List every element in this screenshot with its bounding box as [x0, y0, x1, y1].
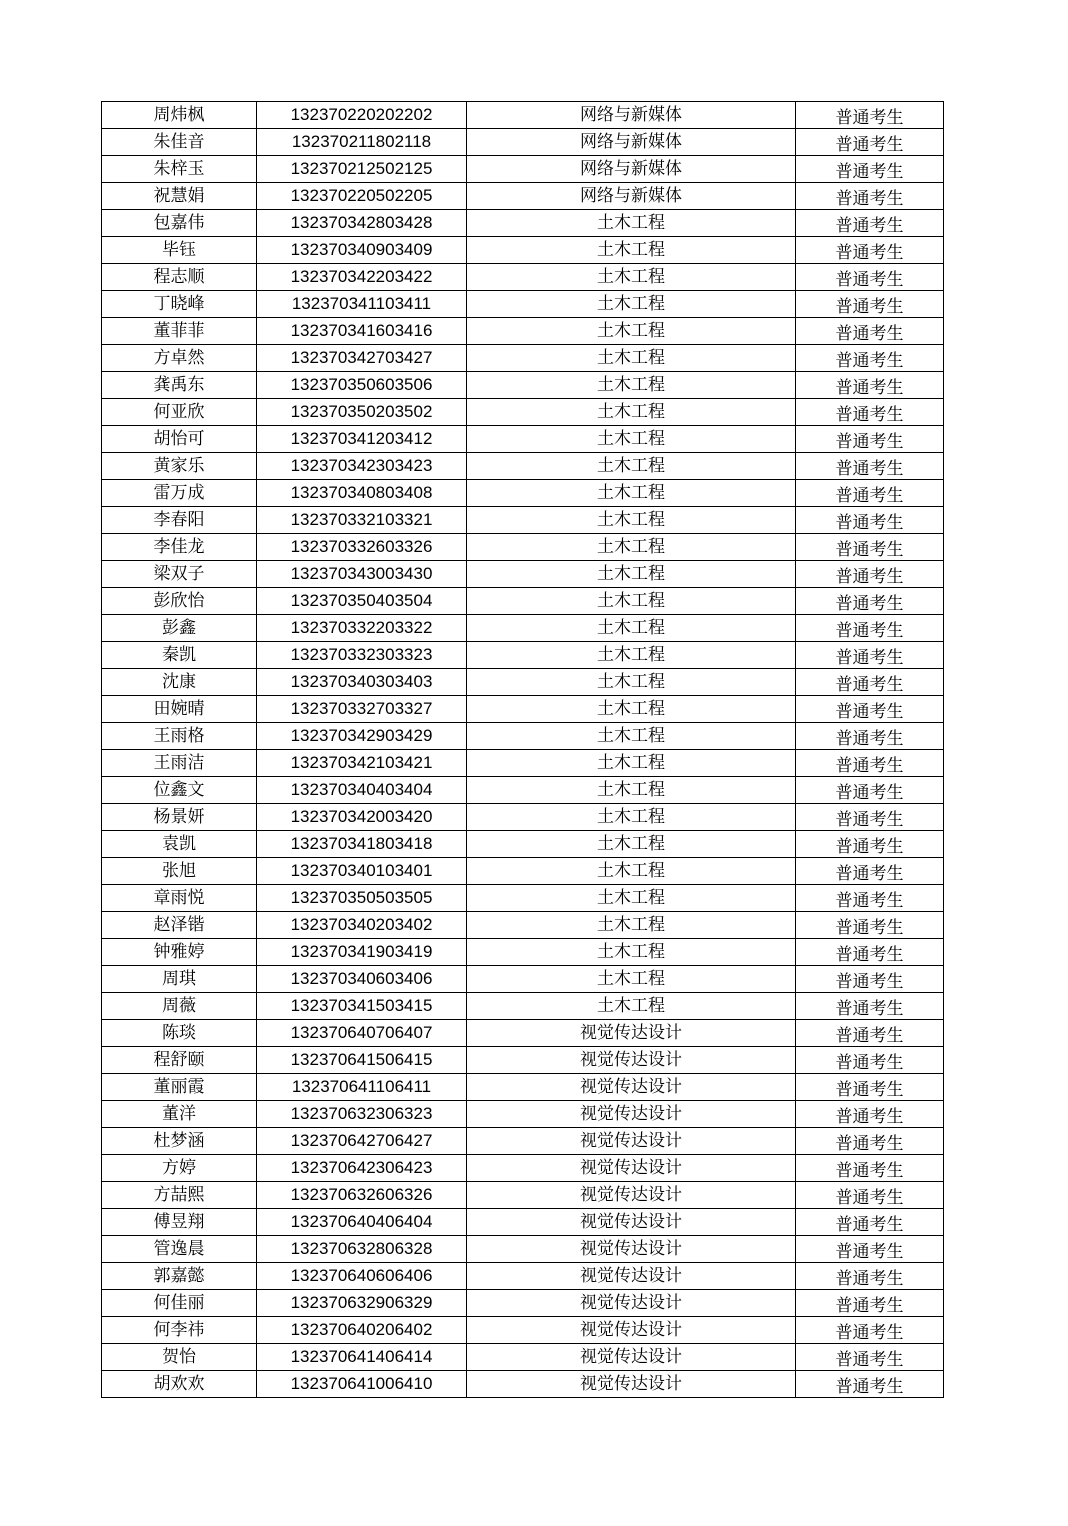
candidate-type-label: 普通考生	[835, 864, 904, 884]
candidate-type-label: 普通考生	[835, 486, 904, 506]
major-cell: 土木工程	[467, 804, 796, 831]
candidate-type-label: 普通考生	[835, 1350, 904, 1370]
candidate-type-label: 普通考生	[835, 918, 904, 938]
candidate-type-label: 普通考生	[835, 945, 904, 965]
candidate-type-cell	[796, 129, 944, 156]
candidate-type-cell	[796, 1155, 944, 1182]
exam-number-cell: 132370350403504	[257, 588, 467, 615]
major-cell: 视觉传达设计	[467, 1263, 796, 1290]
student-name-cell: 何李祎	[102, 1317, 257, 1344]
student-name-cell: 祝慧娟	[102, 183, 257, 210]
major-cell: 土木工程	[467, 561, 796, 588]
exam-number-cell: 132370332703327	[257, 696, 467, 723]
major-cell: 土木工程	[467, 534, 796, 561]
major-cell: 土木工程	[467, 588, 796, 615]
exam-number-cell: 132370332103321	[257, 507, 467, 534]
student-name-cell: 包嘉伟	[102, 210, 257, 237]
major-cell: 网络与新媒体	[467, 156, 796, 183]
candidate-type-label: 普通考生	[835, 432, 904, 452]
exam-number-cell: 132370632806328	[257, 1236, 467, 1263]
candidate-type-cell	[796, 345, 944, 372]
student-name-cell: 钟雅婷	[102, 939, 257, 966]
table-row	[102, 804, 944, 831]
table-row	[102, 291, 944, 318]
student-name-cell: 胡怡可	[102, 426, 257, 453]
student-name-cell: 朱佳音	[102, 129, 257, 156]
exam-number-cell: 132370640406404	[257, 1209, 467, 1236]
student-name-cell: 何佳丽	[102, 1290, 257, 1317]
student-table-body	[102, 102, 944, 1398]
candidate-type-label: 普通考生	[835, 810, 904, 830]
major-cell: 土木工程	[467, 507, 796, 534]
student-name-cell: 王雨格	[102, 723, 257, 750]
table-row	[102, 183, 944, 210]
candidate-type-label: 普通考生	[835, 189, 904, 209]
candidate-type-cell	[796, 1182, 944, 1209]
major-cell: 视觉传达设计	[467, 1101, 796, 1128]
student-name-cell: 程志顺	[102, 264, 257, 291]
exam-number-cell: 132370632606326	[257, 1182, 467, 1209]
exam-number-cell: 132370342703427	[257, 345, 467, 372]
candidate-type-cell	[796, 1290, 944, 1317]
student-name-cell: 位鑫文	[102, 777, 257, 804]
candidate-type-cell	[796, 453, 944, 480]
candidate-type-label: 普通考生	[835, 702, 904, 722]
exam-number-cell: 132370340803408	[257, 480, 467, 507]
candidate-type-cell	[796, 156, 944, 183]
major-cell: 视觉传达设计	[467, 1155, 796, 1182]
exam-number-cell: 132370340903409	[257, 237, 467, 264]
exam-number-cell: 132370642306423	[257, 1155, 467, 1182]
exam-number-cell: 132370341903419	[257, 939, 467, 966]
candidate-type-label: 普通考生	[835, 891, 904, 911]
candidate-type-label: 普通考生	[835, 513, 904, 533]
table-row	[102, 561, 944, 588]
student-name-cell: 丁晓峰	[102, 291, 257, 318]
major-cell: 土木工程	[467, 912, 796, 939]
table-row	[102, 777, 944, 804]
exam-number-cell: 132370632906329	[257, 1290, 467, 1317]
major-cell: 视觉传达设计	[467, 1236, 796, 1263]
candidate-type-label: 普通考生	[835, 108, 904, 128]
candidate-type-label: 普通考生	[835, 162, 904, 182]
student-name-cell: 王雨洁	[102, 750, 257, 777]
student-name-cell: 李春阳	[102, 507, 257, 534]
exam-number-cell: 132370340103401	[257, 858, 467, 885]
candidate-type-cell	[796, 237, 944, 264]
candidate-type-cell	[796, 642, 944, 669]
major-cell: 视觉传达设计	[467, 1209, 796, 1236]
candidate-type-cell	[796, 966, 944, 993]
student-name-cell: 雷万成	[102, 480, 257, 507]
major-cell: 土木工程	[467, 210, 796, 237]
exam-number-cell: 132370640706407	[257, 1020, 467, 1047]
table-row	[102, 1290, 944, 1317]
major-cell: 土木工程	[467, 966, 796, 993]
exam-number-cell: 132370641006410	[257, 1371, 467, 1398]
candidate-type-cell	[796, 318, 944, 345]
candidate-type-cell	[796, 534, 944, 561]
table-row	[102, 480, 944, 507]
major-cell: 视觉传达设计	[467, 1371, 796, 1398]
candidate-type-cell	[796, 1128, 944, 1155]
candidate-type-cell	[796, 1020, 944, 1047]
candidate-type-label: 普通考生	[835, 1323, 904, 1343]
major-cell: 视觉传达设计	[467, 1128, 796, 1155]
candidate-type-cell	[796, 426, 944, 453]
candidate-type-cell	[796, 291, 944, 318]
table-row	[102, 237, 944, 264]
student-name-cell: 周琪	[102, 966, 257, 993]
candidate-type-cell	[796, 723, 944, 750]
exam-number-cell: 132370641506415	[257, 1047, 467, 1074]
student-name-cell: 周炜枫	[102, 102, 257, 129]
student-name-cell: 李佳龙	[102, 534, 257, 561]
major-cell: 土木工程	[467, 777, 796, 804]
student-name-cell: 董菲菲	[102, 318, 257, 345]
exam-number-cell: 132370212502125	[257, 156, 467, 183]
student-name-cell: 张旭	[102, 858, 257, 885]
candidate-type-cell	[796, 372, 944, 399]
table-row	[102, 1047, 944, 1074]
exam-number-cell: 132370341603416	[257, 318, 467, 345]
table-row	[102, 696, 944, 723]
candidate-type-label: 普通考生	[835, 216, 904, 236]
exam-number-cell: 132370350503505	[257, 885, 467, 912]
exam-number-cell: 132370342203422	[257, 264, 467, 291]
table-row	[102, 723, 944, 750]
candidate-type-cell	[796, 669, 944, 696]
candidate-type-cell	[796, 183, 944, 210]
student-name-cell: 贺怡	[102, 1344, 257, 1371]
student-name-cell: 陈琰	[102, 1020, 257, 1047]
candidate-type-label: 普通考生	[835, 1188, 904, 1208]
major-cell: 视觉传达设计	[467, 1020, 796, 1047]
table-row	[102, 426, 944, 453]
table-row	[102, 372, 944, 399]
candidate-type-cell	[796, 912, 944, 939]
student-name-cell: 傅昱翔	[102, 1209, 257, 1236]
candidate-type-cell	[796, 480, 944, 507]
table-row	[102, 399, 944, 426]
table-row	[102, 750, 944, 777]
table-row	[102, 1317, 944, 1344]
candidate-type-label: 普通考生	[835, 1215, 904, 1235]
exam-number-cell: 132370342103421	[257, 750, 467, 777]
student-table	[101, 101, 944, 1398]
exam-number-cell: 132370641406414	[257, 1344, 467, 1371]
table-row	[102, 1344, 944, 1371]
candidate-type-cell	[796, 1074, 944, 1101]
candidate-type-cell	[796, 561, 944, 588]
student-name-cell: 胡欢欢	[102, 1371, 257, 1398]
major-cell: 土木工程	[467, 345, 796, 372]
candidate-type-cell	[796, 1209, 944, 1236]
table-row	[102, 642, 944, 669]
major-cell: 土木工程	[467, 291, 796, 318]
student-name-cell: 董洋	[102, 1101, 257, 1128]
table-row	[102, 507, 944, 534]
candidate-type-label: 普通考生	[835, 999, 904, 1019]
exam-number-cell: 132370341803418	[257, 831, 467, 858]
major-cell: 视觉传达设计	[467, 1074, 796, 1101]
candidate-type-label: 普通考生	[835, 135, 904, 155]
candidate-type-cell	[796, 804, 944, 831]
candidate-type-label: 普通考生	[835, 1242, 904, 1262]
exam-number-cell: 132370341203412	[257, 426, 467, 453]
table-row	[102, 102, 944, 129]
exam-number-cell: 132370632306323	[257, 1101, 467, 1128]
exam-number-cell: 132370340303403	[257, 669, 467, 696]
table-row	[102, 831, 944, 858]
table-row	[102, 129, 944, 156]
table-row	[102, 858, 944, 885]
candidate-type-cell	[796, 939, 944, 966]
major-cell: 土木工程	[467, 399, 796, 426]
major-cell: 网络与新媒体	[467, 129, 796, 156]
candidate-type-cell	[796, 1236, 944, 1263]
candidate-type-label: 普通考生	[835, 1053, 904, 1073]
exam-number-cell: 132370342003420	[257, 804, 467, 831]
exam-number-cell: 132370341503415	[257, 993, 467, 1020]
candidate-type-label: 普通考生	[835, 270, 904, 290]
major-cell: 土木工程	[467, 993, 796, 1020]
major-cell: 土木工程	[467, 858, 796, 885]
student-name-cell: 沈康	[102, 669, 257, 696]
candidate-type-label: 普通考生	[835, 243, 904, 263]
candidate-type-label: 普通考生	[835, 594, 904, 614]
candidate-type-label: 普通考生	[835, 1269, 904, 1289]
candidate-type-cell	[796, 750, 944, 777]
candidate-type-label: 普通考生	[835, 729, 904, 749]
student-name-cell: 袁凯	[102, 831, 257, 858]
candidate-type-label: 普通考生	[835, 756, 904, 776]
exam-number-cell: 132370332603326	[257, 534, 467, 561]
table-row	[102, 1182, 944, 1209]
exam-number-cell: 132370340603406	[257, 966, 467, 993]
major-cell: 土木工程	[467, 831, 796, 858]
student-name-cell: 周薇	[102, 993, 257, 1020]
table-row	[102, 1074, 944, 1101]
table-row	[102, 1209, 944, 1236]
student-name-cell: 方婷	[102, 1155, 257, 1182]
exam-number-cell: 132370220502205	[257, 183, 467, 210]
student-name-cell: 彭欣怡	[102, 588, 257, 615]
exam-number-cell: 132370350603506	[257, 372, 467, 399]
student-name-cell: 朱梓玉	[102, 156, 257, 183]
candidate-type-cell	[796, 696, 944, 723]
major-cell: 土木工程	[467, 750, 796, 777]
table-row	[102, 345, 944, 372]
student-name-cell: 方卓然	[102, 345, 257, 372]
major-cell: 视觉传达设计	[467, 1317, 796, 1344]
candidate-type-cell	[796, 1047, 944, 1074]
table-row	[102, 1155, 944, 1182]
candidate-type-label: 普通考生	[835, 648, 904, 668]
exam-number-cell: 132370640206402	[257, 1317, 467, 1344]
major-cell: 视觉传达设计	[467, 1047, 796, 1074]
table-row	[102, 264, 944, 291]
student-name-cell: 黄家乐	[102, 453, 257, 480]
student-name-cell: 何亚欣	[102, 399, 257, 426]
student-name-cell: 章雨悦	[102, 885, 257, 912]
student-name-cell: 管逸晨	[102, 1236, 257, 1263]
table-row	[102, 318, 944, 345]
student-name-cell: 郭嘉懿	[102, 1263, 257, 1290]
exam-number-cell: 132370340203402	[257, 912, 467, 939]
candidate-type-cell	[796, 588, 944, 615]
exam-number-cell: 132370341103411	[257, 291, 467, 318]
major-cell: 土木工程	[467, 642, 796, 669]
major-cell: 土木工程	[467, 696, 796, 723]
candidate-type-cell	[796, 399, 944, 426]
exam-number-cell: 132370640606406	[257, 1263, 467, 1290]
candidate-type-label: 普通考生	[835, 567, 904, 587]
exam-number-cell: 132370343003430	[257, 561, 467, 588]
table-row	[102, 156, 944, 183]
table-row	[102, 1263, 944, 1290]
candidate-type-label: 普通考生	[835, 378, 904, 398]
candidate-type-label: 普通考生	[835, 621, 904, 641]
candidate-type-cell	[796, 507, 944, 534]
exam-number-cell: 132370340403404	[257, 777, 467, 804]
student-name-cell: 杜梦涵	[102, 1128, 257, 1155]
candidate-type-label: 普通考生	[835, 459, 904, 479]
major-cell: 网络与新媒体	[467, 102, 796, 129]
candidate-type-cell	[796, 777, 944, 804]
exam-number-cell: 132370211802118	[257, 129, 467, 156]
table-row	[102, 1020, 944, 1047]
major-cell: 土木工程	[467, 885, 796, 912]
candidate-type-cell	[796, 210, 944, 237]
major-cell: 土木工程	[467, 453, 796, 480]
table-row	[102, 669, 944, 696]
candidate-type-label: 普通考生	[835, 837, 904, 857]
candidate-type-cell	[796, 831, 944, 858]
table-row	[102, 534, 944, 561]
candidate-type-label: 普通考生	[835, 1377, 904, 1397]
exam-number-cell: 132370332203322	[257, 615, 467, 642]
student-name-cell: 杨景妍	[102, 804, 257, 831]
student-name-cell: 方喆熙	[102, 1182, 257, 1209]
major-cell: 土木工程	[467, 669, 796, 696]
candidate-type-cell	[796, 1263, 944, 1290]
candidate-type-label: 普通考生	[835, 351, 904, 371]
major-cell: 土木工程	[467, 939, 796, 966]
exam-number-cell: 132370342303423	[257, 453, 467, 480]
exam-number-cell: 132370342903429	[257, 723, 467, 750]
candidate-type-label: 普通考生	[835, 783, 904, 803]
major-cell: 视觉传达设计	[467, 1344, 796, 1371]
student-name-cell: 董丽霞	[102, 1074, 257, 1101]
table-row	[102, 939, 944, 966]
student-name-cell: 梁双子	[102, 561, 257, 588]
exam-number-cell: 132370220202202	[257, 102, 467, 129]
major-cell: 视觉传达设计	[467, 1182, 796, 1209]
candidate-type-cell	[796, 1371, 944, 1398]
student-name-cell: 田婉晴	[102, 696, 257, 723]
major-cell: 土木工程	[467, 615, 796, 642]
candidate-type-cell	[796, 615, 944, 642]
student-name-cell: 程舒颐	[102, 1047, 257, 1074]
candidate-type-label: 普通考生	[835, 675, 904, 695]
candidate-type-label: 普通考生	[835, 540, 904, 560]
table-row	[102, 210, 944, 237]
student-name-cell: 龚禹东	[102, 372, 257, 399]
exam-number-cell: 132370350203502	[257, 399, 467, 426]
table-row	[102, 1128, 944, 1155]
candidate-type-cell	[796, 102, 944, 129]
table-row	[102, 885, 944, 912]
candidate-type-label: 普通考生	[835, 1296, 904, 1316]
table-row	[102, 1371, 944, 1398]
major-cell: 土木工程	[467, 318, 796, 345]
candidate-type-label: 普通考生	[835, 1080, 904, 1100]
table-row	[102, 1101, 944, 1128]
exam-number-cell: 132370332303323	[257, 642, 467, 669]
candidate-type-cell	[796, 1101, 944, 1128]
candidate-type-label: 普通考生	[835, 1107, 904, 1127]
candidate-type-cell	[796, 858, 944, 885]
major-cell: 土木工程	[467, 372, 796, 399]
major-cell: 视觉传达设计	[467, 1290, 796, 1317]
table-row	[102, 993, 944, 1020]
exam-number-cell: 132370642706427	[257, 1128, 467, 1155]
major-cell: 土木工程	[467, 237, 796, 264]
table-row	[102, 588, 944, 615]
table-row	[102, 1236, 944, 1263]
major-cell: 土木工程	[467, 480, 796, 507]
candidate-type-cell	[796, 264, 944, 291]
candidate-type-cell	[796, 885, 944, 912]
candidate-type-label: 普通考生	[835, 1026, 904, 1046]
major-cell: 土木工程	[467, 264, 796, 291]
candidate-type-label: 普通考生	[835, 972, 904, 992]
candidate-type-cell	[796, 1344, 944, 1371]
table-row	[102, 912, 944, 939]
student-name-cell: 彭鑫	[102, 615, 257, 642]
candidate-type-label: 普通考生	[835, 1161, 904, 1181]
candidate-type-label: 普通考生	[835, 324, 904, 344]
major-cell: 土木工程	[467, 426, 796, 453]
candidate-type-cell	[796, 993, 944, 1020]
student-name-cell: 毕钰	[102, 237, 257, 264]
candidate-type-label: 普通考生	[835, 297, 904, 317]
table-row	[102, 615, 944, 642]
candidate-type-label: 普通考生	[835, 405, 904, 425]
exam-number-cell: 132370641106411	[257, 1074, 467, 1101]
major-cell: 网络与新媒体	[467, 183, 796, 210]
major-cell: 土木工程	[467, 723, 796, 750]
student-name-cell: 秦凯	[102, 642, 257, 669]
candidate-type-label: 普通考生	[835, 1134, 904, 1154]
table-row	[102, 453, 944, 480]
table-row	[102, 966, 944, 993]
student-name-cell: 赵泽锴	[102, 912, 257, 939]
exam-number-cell: 132370342803428	[257, 210, 467, 237]
candidate-type-cell	[796, 1317, 944, 1344]
